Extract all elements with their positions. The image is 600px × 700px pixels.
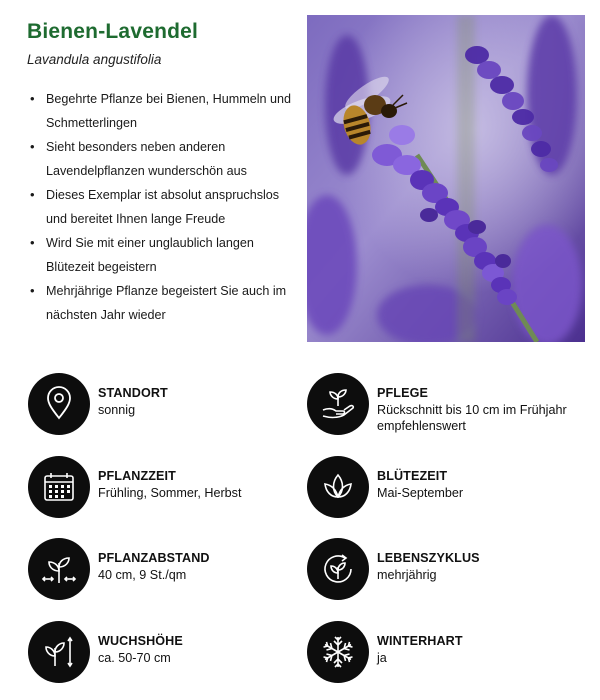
plant-cycle-icon (307, 538, 369, 600)
feature-bluetezeit (307, 456, 587, 518)
lavender-bee-photo (307, 15, 585, 342)
feature-title: PFLANZABSTAND (98, 551, 210, 565)
plant-spacing-icon (28, 538, 90, 600)
lotus-flower-icon (307, 456, 369, 518)
feature-title: LEBENSZYKLUS (377, 551, 480, 565)
location-pin-icon (28, 373, 90, 435)
snowflake-icon (307, 621, 369, 683)
feature-title: PFLEGE (377, 386, 428, 400)
feature-value: ja (377, 651, 387, 665)
feature-lebenszyklus (307, 538, 587, 600)
feature-bullet-list (28, 87, 293, 327)
list-item: • Dieses Exemplar ist absolut anspruchslos und bereitet Ihnen lange Freude (28, 183, 293, 231)
feature-value: mehrjährig (377, 568, 437, 582)
feature-wuchshoehe (28, 621, 308, 683)
feature-winterhart (307, 621, 587, 683)
hand-plant-icon (307, 373, 369, 435)
list-item: • Wird Sie mit einer unglaublich langen Blütezeit begeistern (28, 231, 293, 279)
list-item: • Mehrjährige Pflanze begeistert Sie auch im nächsten Jahr wieder (28, 279, 293, 327)
list-item: • Begehrte Pflanze bei Bienen, Hummeln und Schmetterlingen (28, 87, 293, 135)
feature-value: Frühling, Sommer, Herbst (98, 486, 242, 500)
botanical-name: Lavandula angustifolia (27, 52, 162, 67)
feature-title: PFLANZZEIT (98, 469, 176, 483)
plant-height-icon (28, 621, 90, 683)
feature-value: ca. 50-70 cm (98, 651, 171, 665)
feature-pflanzabstand (28, 538, 308, 600)
feature-value: Mai-September (377, 486, 464, 500)
feature-pflanzzeit (28, 456, 308, 518)
feature-title: WUCHSHÖHE (98, 634, 183, 648)
feature-title: BLÜTEZEIT (377, 469, 448, 483)
list-item: • Sieht besonders neben anderen Lavendelpflanzen wunderschön aus (28, 135, 293, 183)
feature-title: STANDORT (98, 386, 168, 400)
feature-title: WINTERHART (377, 634, 463, 648)
feature-pflege (307, 373, 587, 435)
calendar-icon (28, 456, 90, 518)
feature-value: Rückschnitt bis 10 cm im Frühjahr empfehlenswert (377, 403, 567, 433)
page-title: Bienen-Lavendel (27, 20, 199, 43)
feature-value: sonnig (98, 403, 136, 417)
feature-value: 40 cm, 9 St./qm (98, 568, 187, 582)
feature-standort (28, 373, 308, 435)
